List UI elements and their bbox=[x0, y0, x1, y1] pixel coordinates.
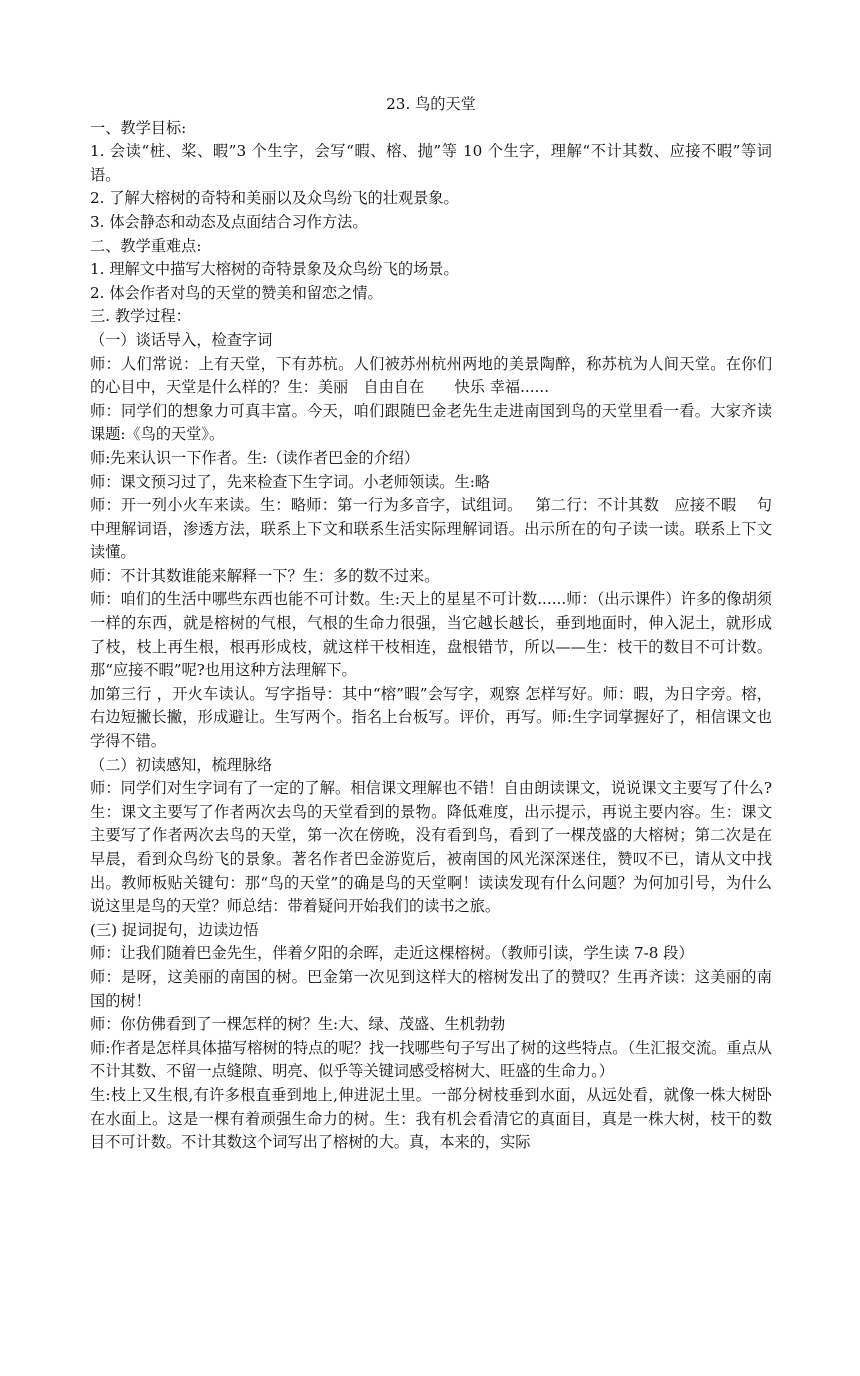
section-heading: 一、教学目标: bbox=[90, 118, 187, 137]
list-item: 2. 体会作者对鸟的天堂的赞美和留恋之情。 bbox=[90, 283, 383, 302]
paragraph: 师：同学们对生字词有了一定的了解。相信课文理解也不错！自由朗读课文，说说课文主要写了什么?生：课文主要写了作者两次去鸟的天堂看到的景物。降低难度，出示提示，再说主要内容。生：课文主要写了作者两次去鸟的天堂，第一次在傍晚，没有看到鸟，看到了一棵茂盛的大榕树；第二次是在早晨，看到众鸟纷飞的景象。著名作者巴金游览后，被南国的风光深深迷住，赞叹不已，请从文中找出。教师板贴关键句：那“鸟的天堂”的确是鸟的天堂啊！读读发现有什么问题？为何加引号，为什么说这里是鸟的天堂？师总结：带着疑问开始我们的读书之旅。 bbox=[90, 779, 772, 916]
subsection-heading: （二）初读感知，梳理脉络 bbox=[90, 755, 273, 774]
paragraph: 师：是呀，这美丽的南国的树。巴金第一次见到这样大的榕树发出了的赞叹？生再齐读：这美丽的南国的树！ bbox=[90, 967, 772, 1010]
section-heading: 三. 教学过程： bbox=[90, 307, 191, 326]
paragraph: 加第三行 ，开火车读认。写字指导：其中“榕”暇”会写字，观察 怎样写好。师：暇，为日字旁。榕，右边短撇长撇，形成避让。生写两个。指名上台板写。评价，再写。师:生字词掌握好了，相信课文也学得不错。 bbox=[90, 684, 772, 751]
paragraph: 师：让我们随着巴金先生，伴着夕阳的余晖，走近这棵榕树。（教师引读，学生读 7-8 段） bbox=[90, 944, 694, 963]
paragraph: 师:作者是怎样具体描写榕树的特点的呢？找一找哪些句子写出了树的这些特点。（生汇报交流。重点从不计其数、不留一点缝隙、明亮、似乎等关键词感受榕树大、旺盛的生命力。） bbox=[90, 1038, 772, 1081]
document-title: 23. 鸟的天堂 bbox=[386, 95, 476, 113]
list-item: 3. 体会静态和动态及点面结合习作方法。 bbox=[90, 212, 368, 231]
list-item: 2. 了解大榕树的奇特和美丽以及众鸟纷飞的壮观景象。 bbox=[90, 189, 459, 208]
paragraph: 师：不计其数谁能来解释一下？生：多的数不过来。 bbox=[90, 566, 440, 585]
list-item: 1. 会读“桩、桨、暇”3 个生字，会写“暇、榕、抛”等 10 个生字，理解“不计其数、应接不暇”等词语。 bbox=[90, 142, 772, 184]
list-item: 1. 理解文中描写大榕树的奇特景象及众鸟纷飞的场景。 bbox=[90, 260, 459, 279]
paragraph: 师：咱们的生活中哪些东西也能不可计数。生:天上的星星不可计数......师：（出示课件）许多的像胡须一样的东西，就是榕树的气根，气根的生命力很强，当它越长越长，垂到地面时，伸入泥土，就形成了枝，枝上再生根，根再形成枝，就这样干枝相连，盘根错节，所以——生：枝干的数目不可计数。那“应接不暇”呢?也用这种方法理解下。 bbox=[90, 590, 772, 680]
paragraph: 师：开一列小火车来读。生：略师：第一行为多音字，试组词。 第二行：不计其数 应接不暇 句中理解词语，渗透方法，联系上下文和联系生活实际理解词语。出示所在的句子读一读。联系上下文读懂。 bbox=[90, 496, 772, 562]
subsection-heading: (三) 捉词捉句，边读边悟 bbox=[90, 920, 259, 939]
paragraph: 生:枝上又生根,有许多根直垂到地上,伸进泥土里。一部分树枝垂到水面，从远处看，就像一株大树卧在水面上。这是一棵有着顽强生命力的树。生：我有机会看清它的真面目，真是一株大树，枝干的数目不可计数。不计其数这个词写出了榕树的大。真，本来的，实际 bbox=[90, 1085, 772, 1152]
paragraph: 师：人们常说：上有天堂，下有苏杭。人们被苏州杭州两地的美景陶醉，称苏杭为人间天堂。在你们的心目中，天堂是什么样的？生：美丽 自由自在 快乐 幸福...... bbox=[90, 354, 772, 397]
subsection-heading: （一）谈话导入，检查字词 bbox=[90, 330, 273, 349]
paragraph: 师：课文预习过了，先来检查下生字词。小老师领读。生:略 bbox=[90, 472, 490, 491]
paragraph: 师:先来认识一下作者。生:（读作者巴金的介绍） bbox=[90, 448, 420, 467]
section-heading: 二、教学重难点: bbox=[90, 236, 202, 255]
paragraph: 师：你仿佛看到了一棵怎样的树？生:大、绿、茂盛、生机勃勃 bbox=[90, 1015, 506, 1034]
document-page bbox=[90, 93, 772, 1155]
paragraph: 师：同学们的想象力可真丰富。今天，咱们跟随巴金老先生走进南国到鸟的天堂里看一看。大家齐读课题:《鸟的天堂》。 bbox=[90, 401, 772, 444]
